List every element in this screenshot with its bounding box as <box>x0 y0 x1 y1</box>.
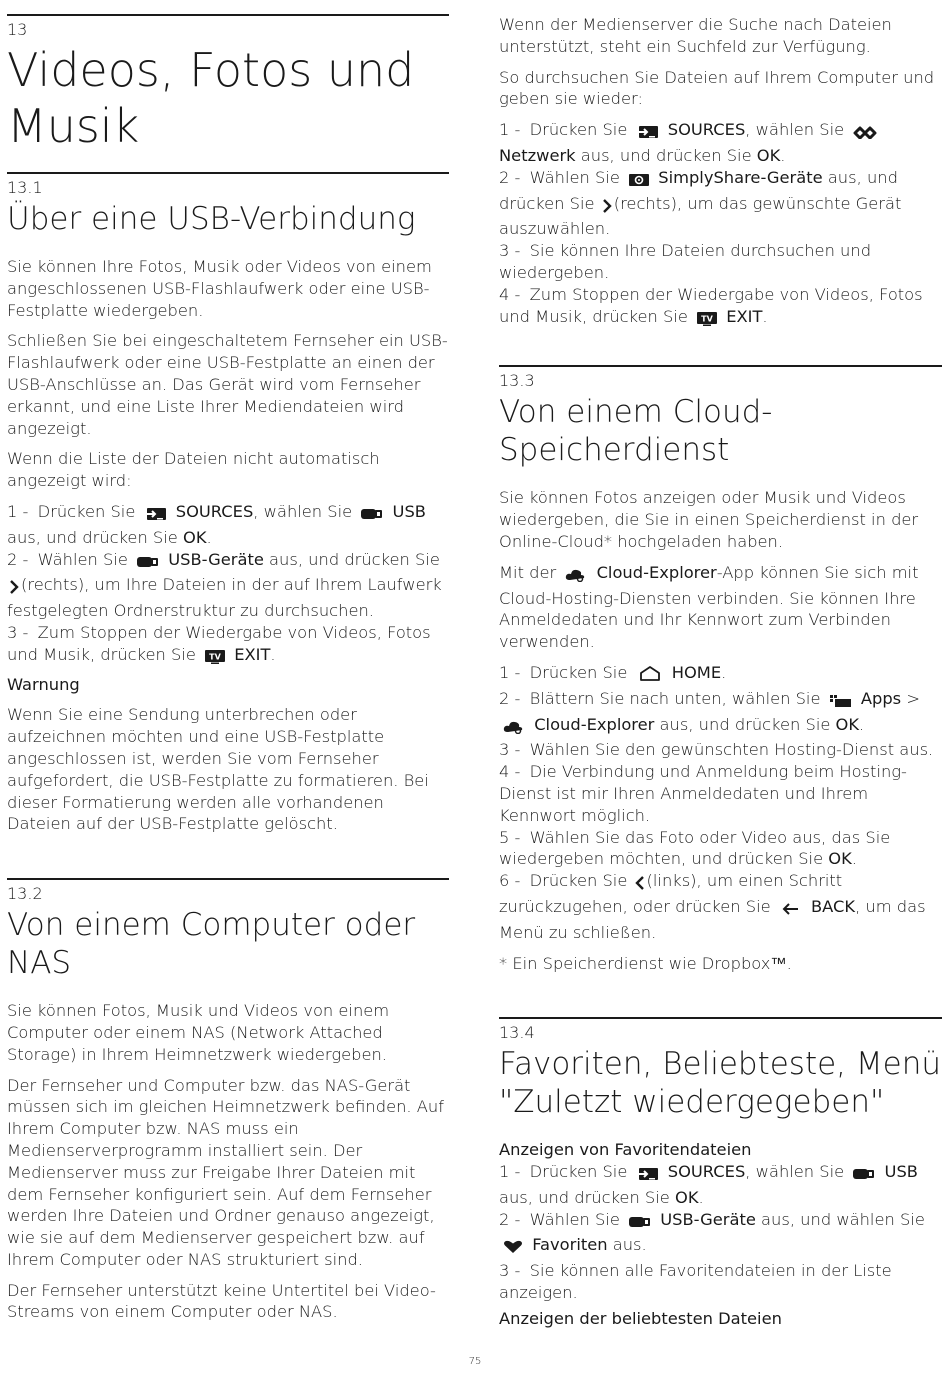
paragraph: Sie können Ihre Fotos, Musik oder Videos von einem angeschlossenen USB-Flashlaufwerk oder eine USB-Festplatte wiedergeben. <box>7 257 432 320</box>
step-text: aus, und drücken Sie <box>499 167 898 213</box>
step-2 <box>499 688 942 740</box>
step-text: Sie können Ihre Dateien durchsuchen und wiedergeben. <box>499 241 872 282</box>
step-text: , wählen Sie <box>745 1162 845 1182</box>
section-number: 13.1 <box>7 178 43 197</box>
sources-icon <box>145 505 167 527</box>
key-label: BACK <box>811 896 856 916</box>
step-1 <box>7 501 449 549</box>
paragraph-text: Mit der <box>499 562 557 582</box>
key-label: HOME <box>671 662 722 682</box>
step-text: (rechts), um das gewünschte Gerät auszuwählen. <box>499 193 902 239</box>
key-label: EXIT <box>234 644 271 664</box>
step-text: Drücken Sie <box>529 662 628 682</box>
step-number: 1 - <box>499 662 521 682</box>
punctuation: . <box>270 644 276 664</box>
apps-icon <box>830 692 852 714</box>
warning-title: Warnung <box>7 674 80 694</box>
key-label: SOURCES <box>175 501 254 521</box>
key-label: OK <box>835 714 860 734</box>
cloud-icon <box>565 566 587 588</box>
step-text: aus, und wählen Sie <box>761 1209 925 1229</box>
step-3 <box>499 240 942 284</box>
key-label: Netzwerk <box>499 145 576 165</box>
step-text: (rechts), um Ihre Dateien in der auf Ihrem Laufwerk festgelegten Ordnerstruktur zu durchsuchen. <box>7 575 442 621</box>
section-title: Über eine USB-Verbindung <box>7 201 416 237</box>
key-label: EXIT <box>726 306 763 326</box>
step-text: aus, und drücken Sie <box>499 1187 670 1207</box>
paragraph: Der Fernseher und Computer bzw. das NAS-Gerät müssen sich im gleichen Heimnetzwerk befinden. Auf Ihrem Computer bzw. NAS muss ein Medienserverprogramm installiert sein. Der Medienserver muss zur Freigabe Ihrer Dateien mit dem Fernseher konfiguriert sein. Auf dem Fernseher werden Ihre Dateien und Ordner genauso angezeigt, wie sie auf dem Medienserver gespeichert bzw. auf Ihrem Computer oder NAS strukturiert sind. <box>7 1075 444 1269</box>
chevron-right-icon <box>9 578 19 600</box>
key-label: Cloud-Explorer <box>596 562 717 582</box>
footnote: * Ein Speicherdienst wie Dropbox™. <box>499 953 792 973</box>
step-1 <box>499 119 942 167</box>
key-label: SOURCES <box>667 120 746 140</box>
usb-icon <box>137 553 159 575</box>
tv-icon <box>697 310 717 332</box>
step-text: aus, und drücken Sie <box>659 714 831 734</box>
key-label: OK <box>756 145 781 165</box>
section-title: Von einem Cloud-Speicherdienst <box>499 394 773 469</box>
key-label: OK <box>828 849 852 869</box>
step-6 <box>499 870 942 943</box>
network-icon <box>853 123 877 145</box>
step-text: Zum Stoppen der Wiedergabe von Videos, Fotos und Musik, drücken Sie <box>499 284 923 326</box>
step-1 <box>499 662 942 688</box>
chapter-rule <box>7 14 449 16</box>
step-number: 2 - <box>7 549 29 569</box>
step-4 <box>499 284 942 332</box>
section-rule <box>499 1017 942 1019</box>
right-column <box>499 14 942 1330</box>
step-text: Blättern Sie nach unten, wählen Sie <box>529 688 821 708</box>
punctuation: . <box>859 714 865 734</box>
usb-icon <box>853 1165 875 1187</box>
step-5 <box>499 827 942 871</box>
punctuation: . <box>721 662 727 682</box>
step-number: 3 - <box>499 1261 521 1281</box>
paragraph: Schließen Sie bei eingeschaltetem Fernseher ein USB-Flashlaufwerk oder eine USB-Festplatte an einen der USB-Anschlüsse an. Das Gerät wird vom Fernseher erkannt, und eine Liste Ihrer Mediendateien wird angezeigt. <box>7 331 448 438</box>
step-text: Wählen Sie <box>529 167 620 187</box>
section-rule <box>7 172 449 174</box>
section-number: 13.2 <box>7 884 43 904</box>
cloud-icon <box>503 718 525 740</box>
key-label: Cloud-Explorer <box>534 714 655 734</box>
subheading: Anzeigen der beliebtesten Dateien <box>499 1308 782 1328</box>
key-label: USB-Geräte <box>660 1209 756 1229</box>
step-number: 3 - <box>499 740 521 760</box>
step-3 <box>499 1260 942 1304</box>
svg-text:TV: TV <box>209 652 221 662</box>
step-number: 2 - <box>499 167 521 187</box>
step-text: Sie können alle Favoritendateien in der Liste anzeigen. <box>499 1261 892 1303</box>
step-2 <box>7 549 449 622</box>
subheading: Anzeigen von Favoritendateien <box>499 1140 752 1160</box>
step-text: Wählen Sie das Foto oder Video aus, das Sie wiedergeben möchten, und drücken Sie <box>499 827 891 869</box>
key-label: Apps <box>860 688 902 708</box>
step-text: aus, und drücken Sie <box>7 527 178 547</box>
page-number: 75 <box>468 1356 482 1367</box>
step-text: Wählen Sie den gewünschten Hosting-Dienst aus. <box>529 740 934 760</box>
step-text: , wählen Sie <box>253 501 353 521</box>
step-text: , um das Menü zu schließen. <box>499 896 926 942</box>
heart-icon <box>503 1238 523 1260</box>
step-number: 1 - <box>499 120 521 140</box>
key-label: OK <box>675 1187 699 1207</box>
step-text: Wählen Sie <box>529 1209 620 1229</box>
paragraph: Sie können Fotos, Musik und Videos von einem Computer oder einem NAS (Network Attached Storage) in Ihrem Heimnetzwerk wiedergeben. <box>7 1001 390 1064</box>
tv-icon <box>205 648 225 670</box>
usb-icon <box>361 505 383 527</box>
key-label: OK <box>183 527 207 547</box>
step-text: Wählen Sie <box>37 549 128 569</box>
paragraph <box>499 562 942 653</box>
key-label: SOURCES <box>667 1162 746 1182</box>
paragraph-text: -App können Sie sich mit Cloud-Hosting-Diensten verbinden. Sie können Ihre Anmeldedaten und Ihr Kennwort zum Verbinden verwenden. <box>499 562 919 652</box>
paragraph: Wenn der Medienserver die Suche nach Dateien unterstützt, steht ein Suchfeld zur Verfügung. <box>499 15 892 56</box>
punctuation: . <box>762 306 768 326</box>
step-1 <box>499 1161 942 1209</box>
step-text: aus, und drücken Sie <box>269 549 440 569</box>
paragraph: Der Fernseher unterstützt keine Untertitel bei Video-Streams von einem Computer oder NAS. <box>7 1280 436 1322</box>
home-icon <box>637 666 663 688</box>
step-number: 3 - <box>7 622 29 642</box>
step-2 <box>499 1209 942 1261</box>
step-text: Drücken Sie <box>529 120 628 140</box>
punctuation: . <box>206 527 212 547</box>
step-text: Drücken Sie <box>37 501 136 521</box>
section-title: Favoriten, Beliebteste, Menü "Zuletzt wiedergegeben" <box>499 1046 942 1121</box>
step-number: 4 - <box>499 762 521 782</box>
left-column <box>7 14 449 1332</box>
chevron-left-icon <box>635 874 645 896</box>
chevron-right-icon <box>602 197 612 219</box>
step-text: Drücken Sie <box>529 871 628 891</box>
paragraph: Wenn die Liste der Dateien nicht automatisch angezeigt wird: <box>7 449 380 491</box>
step-4 <box>499 761 942 826</box>
step-2 <box>499 167 942 240</box>
step-number: 2 - <box>499 1209 521 1229</box>
key-label: USB <box>392 501 426 521</box>
section-rule <box>7 878 449 880</box>
warning-text: Wenn Sie eine Sendung unterbrechen oder aufzeichnen möchten und eine USB-Festplatte angeschlossen ist, werden Sie vom Fernseher aufgefordert, die USB-Festplatte zu formatieren. Bei dieser Formatierung werden alle vorhandenen Dateien auf der USB-Festplatte gelöscht. <box>7 705 429 834</box>
punctuation: . <box>780 145 786 165</box>
step-text: (links), um einen Schritt zurückzugehen, oder drücken Sie <box>499 871 843 916</box>
step-number: 2 - <box>499 688 521 708</box>
step-number: 6 - <box>499 871 521 891</box>
step-number: 3 - <box>499 241 521 261</box>
paragraph: So durchsuchen Sie Dateien auf Ihrem Computer und geben sie wieder: <box>499 67 935 109</box>
step-text: Zum Stoppen der Wiedergabe von Videos, Fotos und Musik, drücken Sie <box>7 622 431 664</box>
step-3 <box>7 622 449 670</box>
step-number: 5 - <box>499 827 521 847</box>
step-text: , wählen Sie <box>745 120 845 140</box>
key-label: Favoriten <box>532 1235 608 1255</box>
key-label: USB-Geräte <box>168 549 264 569</box>
sources-icon <box>637 1165 659 1187</box>
section-rule <box>499 365 942 367</box>
sources-icon <box>637 123 659 145</box>
step-number: 1 - <box>499 1162 521 1182</box>
section-title: Von einem Computer oder NAS <box>7 907 416 982</box>
step-number: 4 - <box>499 284 521 304</box>
punctuation: . <box>851 849 857 869</box>
back-arrow-icon <box>780 900 802 922</box>
usb-icon <box>629 1213 651 1235</box>
step-number: 1 - <box>7 501 29 521</box>
section-number: 13.3 <box>499 371 535 391</box>
chapter-number: 13 <box>7 20 28 39</box>
simplyshare-icon <box>629 171 649 193</box>
step-text: aus. <box>612 1235 647 1255</box>
step-text: Drücken Sie <box>529 1162 628 1182</box>
step-text: Die Verbindung und Anmeldung beim Hosting-Dienst ist mir Ihren Anmeldedaten und Ihrem Kennwort möglich. <box>499 762 907 825</box>
chapter-title: Videos, Fotos und Musik <box>7 43 415 153</box>
step-text: aus, und drücken Sie <box>580 145 752 165</box>
section-number: 13.4 <box>499 1023 535 1043</box>
key-label: USB <box>884 1162 918 1182</box>
svg-text:TV: TV <box>701 314 713 324</box>
punctuation: . <box>698 1187 704 1207</box>
key-label: SimplyShare-Geräte <box>658 167 823 187</box>
step-3 <box>499 739 942 761</box>
separator: > <box>906 688 920 708</box>
paragraph: Sie können Fotos anzeigen oder Musik und Videos wiedergeben, die Sie in einen Speicherdienst in der Online-Cloud* hochgeladen haben. <box>499 488 919 551</box>
